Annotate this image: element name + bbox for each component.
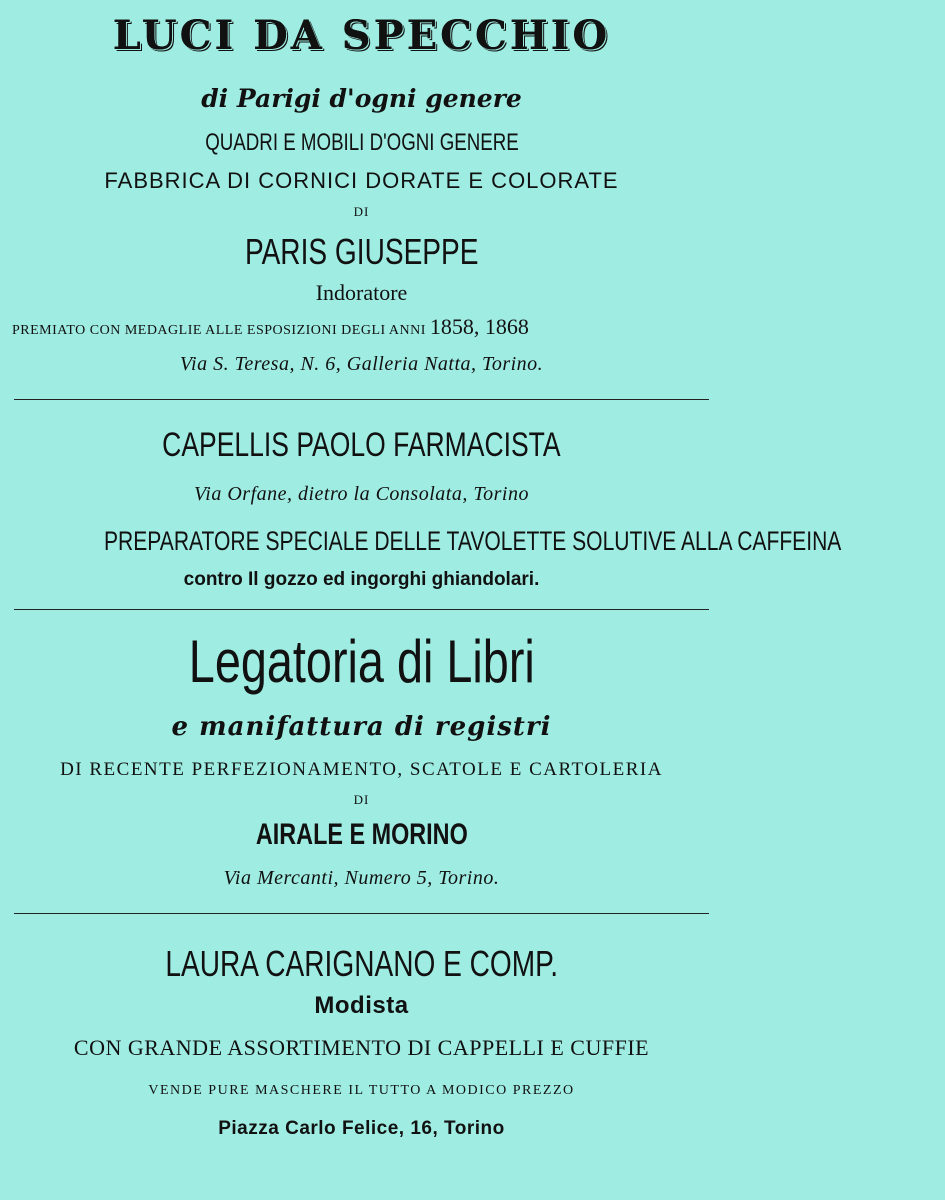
ad1-profession: Indoratore xyxy=(315,280,408,305)
ad1-awards-text: PREMIATO CON MEDAGLIE ALLE ESPOSIZIONI DEGLI ANNI xyxy=(12,323,426,338)
divider xyxy=(14,913,709,914)
divider xyxy=(14,609,709,610)
ad1-address: Via S. Teresa, N. 6, Galleria Natta, Torino. xyxy=(179,353,544,375)
ad3-address: Via Mercanti, Numero 5, Torino. xyxy=(223,867,500,889)
ad3-subtitle: e manifattura di registri xyxy=(171,712,552,742)
ad3-di: DI xyxy=(353,792,370,807)
ad4-title: LAURA CARIGNANO E COMP. xyxy=(165,943,558,984)
ad1-subtitle: di Parigi d'ogni genere xyxy=(201,84,522,113)
ad4-line1: CON GRANDE ASSORTIMENTO DI CAPPELLI E CUFFIE xyxy=(73,1035,650,1060)
ad4-line2: VENDE PURE MASCHERE IL TUTTO A MODICO PREZZO xyxy=(148,1083,575,1098)
ad3-title: Legatoria di Libri xyxy=(188,628,535,695)
ad3-name: AIRALE E MORINO xyxy=(255,818,468,851)
ad1-awards-years: 1858, 1868 xyxy=(429,314,529,339)
ad2-address: Via Orfane, dietro la Consolata, Torino xyxy=(194,483,529,505)
ad4-subtitle: Modista xyxy=(314,992,409,1019)
ad1-name: PARIS GIUSEPPE xyxy=(244,231,479,272)
ad1-title: LUCI DA SPECCHIO xyxy=(112,12,611,59)
ad2-title: CAPELLIS PAOLO FARMACISTA xyxy=(162,426,561,464)
ad1-awards xyxy=(12,316,723,338)
ad4-address: Piazza Carlo Felice, 16, Torino xyxy=(218,1118,505,1139)
ad1-line2: FABBRICA DI CORNICI DORATE E COLORATE xyxy=(104,168,619,193)
ad1-di: DI xyxy=(353,204,370,219)
ad3-line1: DI RECENTE PERFEZIONAMENTO, SCATOLE E CARTOLERIA xyxy=(60,759,663,780)
ad2-line2: contro Il gozzo ed ingorghi ghiandolari. xyxy=(183,569,540,590)
divider xyxy=(14,399,709,400)
ad1-line1: QUADRI E MOBILI D'OGNI GENERE xyxy=(204,129,519,156)
ad2-line1: PREPARATORE SPECIALE DELLE TAVOLETTE SOLUTIVE ALLA CAFFEINA xyxy=(103,526,842,556)
